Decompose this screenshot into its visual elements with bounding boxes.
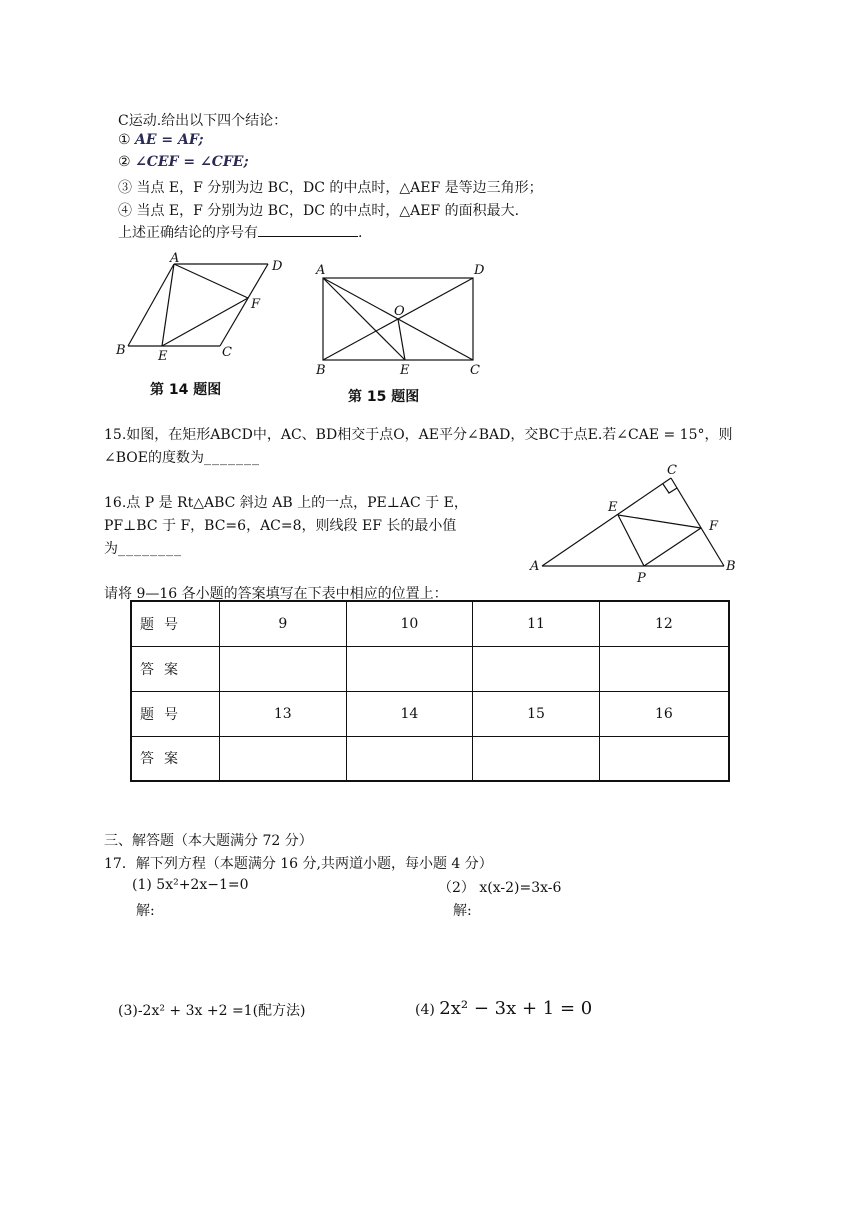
q14-answer-prompt <box>118 222 362 242</box>
fig15-caption: 第 15 题图 <box>348 389 420 405</box>
fig16-label-b: B <box>726 559 736 574</box>
fig14-segment-af <box>174 264 248 298</box>
fig14-segment-ae <box>162 264 174 346</box>
section-3-title: 三、解答题（本大题满分 72 分） <box>104 833 313 849</box>
answer-cell-10[interactable] <box>346 646 473 691</box>
q14-c3-text: 当点 E，F 分别为边 BC，DC 的中点时，△AEF 是等边三角形； <box>136 180 543 196</box>
q14-answer-blank[interactable] <box>258 223 358 237</box>
question-number-cell: 9 <box>220 601 347 646</box>
fig15-segment-ae <box>323 278 405 360</box>
table-instruction: 请将 9—16 各小题的答案填写在下表中相应的位置上： <box>104 586 448 602</box>
figure-15 <box>310 258 500 408</box>
fig14-label-b: B <box>116 343 126 358</box>
q16-line-2: PF⊥BC 于 F，BC=6，AC=8，则线段 EF 长的最小值 <box>104 518 457 534</box>
q14-answer-label: 上述正确结论的序号有 <box>118 225 258 241</box>
row-label-number: 题号 <box>131 601 220 646</box>
q14-conclusion-2 <box>118 154 249 170</box>
fig16-edge-ac <box>542 478 671 566</box>
q16-line-3 <box>104 538 182 558</box>
question-number-cell: 15 <box>473 691 600 736</box>
table-row <box>131 736 729 781</box>
q14-c3-number: ③ <box>118 180 132 196</box>
q14-c4-number: ④ <box>118 203 132 219</box>
fig16-segment-pf <box>644 528 701 566</box>
fig14-label-f: F <box>251 297 261 312</box>
answer-cell-9[interactable] <box>220 646 347 691</box>
answer-cell-14[interactable] <box>346 736 473 781</box>
q14-c1-text: AE = AF; <box>135 132 204 148</box>
q15-line-2 <box>104 447 260 467</box>
fig14-label-d: D <box>272 259 283 274</box>
q15-prompt: ∠BOE的度数为 <box>104 450 204 466</box>
q14-c2-text: ∠CEF = ∠CFE; <box>135 154 249 170</box>
q14-c2-number: ② <box>118 154 131 170</box>
q17-part-1-solution: 解: <box>136 903 155 919</box>
fig15-label-b: B <box>316 363 326 378</box>
fig15-label-a: A <box>316 263 326 278</box>
fig16-segment-pe <box>618 515 644 566</box>
answer-cell-13[interactable] <box>220 736 347 781</box>
question-number-cell: 13 <box>220 691 347 736</box>
answer-table <box>130 600 730 782</box>
fig15-label-o: O <box>394 304 405 319</box>
answer-cell-12[interactable] <box>599 646 729 691</box>
question-number-cell: 11 <box>473 601 600 646</box>
q17-heading: 17．解下列方程（本题满分 16 分,共两道小题，每小题 4 分） <box>104 856 493 872</box>
q17-part-4 <box>415 998 592 1019</box>
q14-c1-number: ① <box>118 132 131 148</box>
q17-part-4-label: (4) <box>415 1002 435 1018</box>
q17-part-2-solution: 解: <box>453 903 472 919</box>
fig14-caption: 第 14 题图 <box>150 382 222 398</box>
q16-answer-blank[interactable]: ________ <box>118 541 182 557</box>
answer-cell-16[interactable] <box>599 736 729 781</box>
row-label-answer: 答案 <box>131 736 220 781</box>
row-label-number: 题号 <box>131 691 220 736</box>
q14-conclusion-3 <box>118 177 543 197</box>
fig16-segment-ef <box>618 515 701 528</box>
fig16-label-a: A <box>530 559 540 574</box>
fig14-label-a: A <box>170 251 180 266</box>
answer-cell-11[interactable] <box>473 646 600 691</box>
fig15-label-c: C <box>470 363 480 378</box>
q17-part-1: (1) 5x²+2x−1=0 <box>132 877 249 893</box>
q16-prompt: 为 <box>104 541 118 557</box>
q14-intro: C运动.给出以下四个结论： <box>118 113 288 129</box>
fig15-label-d: D <box>474 263 485 278</box>
q17-part-4-equation: 2x² − 3x + 1 = 0 <box>439 998 593 1019</box>
q17-part-3: (3)-2x² + 3x +2 =1(配方法) <box>118 1003 306 1019</box>
q14-answer-end: . <box>358 225 363 241</box>
fig16-label-e: E <box>608 500 618 515</box>
figure-16 <box>526 460 746 585</box>
table-row <box>131 601 729 646</box>
fig16-label-c: C <box>667 463 677 478</box>
fig14-edge-ba <box>128 264 174 346</box>
fig14-edge-dc <box>220 264 268 346</box>
answer-cell-15[interactable] <box>473 736 600 781</box>
figure-14 <box>110 250 290 410</box>
fig16-label-f: F <box>709 519 719 534</box>
q14-c4-text: 当点 E，F 分别为边 BC，DC 的中点时，△AEF 的面积最大. <box>136 203 520 219</box>
table-row <box>131 646 729 691</box>
question-number-cell: 14 <box>346 691 473 736</box>
q14-conclusion-4 <box>118 200 519 220</box>
question-number-cell: 12 <box>599 601 729 646</box>
table-row <box>131 691 729 736</box>
fig14-segment-ef <box>162 298 248 346</box>
q15-answer-blank[interactable]: _______ <box>203 450 260 466</box>
question-number-cell: 16 <box>599 691 729 736</box>
q17-part-2: （2） x(x-2)=3x-6 <box>438 880 562 896</box>
q14-conclusion-1 <box>118 132 204 148</box>
fig14-label-e: E <box>158 349 168 364</box>
fig14-label-c: C <box>222 345 232 360</box>
row-label-answer: 答案 <box>131 646 220 691</box>
question-number-cell: 10 <box>346 601 473 646</box>
fig16-label-p: P <box>637 571 646 585</box>
q16-line-1: 16.点 P 是 Rt△ABC 斜边 AB 上的一点，PE⊥AC 于 E， <box>104 495 468 511</box>
fig15-label-e: E <box>400 363 410 378</box>
q15-line-1: 15.如图，在矩形ABCD中，AC、BD相交于点O，AE平分∠BAD，交BC于点E.若∠CAE = 15°，则 <box>104 427 733 443</box>
